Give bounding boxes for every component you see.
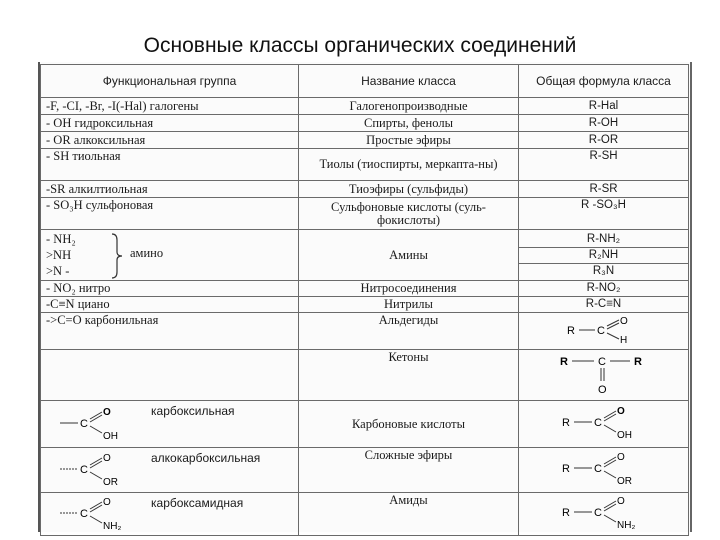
- cell-formula: [519, 401, 689, 448]
- svg-text:R: R: [566, 325, 575, 337]
- svg-text:OH: OH: [103, 430, 118, 442]
- table-row-amines: [41, 230, 689, 281]
- svg-text:R: R: [633, 356, 642, 368]
- acid-formula-structure: [554, 402, 654, 442]
- cell-class: Сложные эфиры: [299, 448, 519, 493]
- cell-formula: [519, 493, 689, 536]
- header-group: Функциональная группа: [41, 65, 299, 98]
- cell-group: - SH тиольная: [41, 149, 299, 181]
- svg-text:C: C: [80, 507, 88, 520]
- table-row: [41, 297, 689, 313]
- cell-group: -F, -CI, -Br, -I(-Hal) галогены: [41, 98, 299, 115]
- cell-class: Амины: [299, 230, 519, 281]
- svg-text:R: R: [561, 417, 570, 429]
- svg-text:C: C: [80, 463, 88, 476]
- page-title: Основные классы органических соединений: [143, 34, 577, 57]
- amide-formula-structure: [554, 494, 654, 530]
- cell-group: -C≡N циано: [41, 297, 299, 313]
- cell-class: Простые эфиры: [299, 132, 519, 149]
- svg-text:H: H: [619, 335, 627, 344]
- svg-text:OR: OR: [103, 476, 118, 488]
- svg-text:R: R: [561, 507, 570, 519]
- aldehyde-structure: [559, 314, 649, 344]
- cell-group: [41, 350, 299, 401]
- svg-text:O: O: [103, 496, 111, 508]
- cell-class: Сульфоновые кислоты (суль-фокислоты): [299, 198, 519, 230]
- cell-group: ->C=O карбонильная: [41, 313, 299, 350]
- svg-text:C: C: [596, 325, 605, 337]
- cell-formula: R-NO₂: [519, 281, 689, 297]
- cell-formula: R-C≡N: [519, 297, 689, 313]
- table-header-row: [41, 65, 689, 98]
- svg-text:O: O: [616, 452, 625, 463]
- table-row: [41, 181, 689, 198]
- cell-class: Тиолы (тиоспирты, меркапта-ны): [299, 149, 519, 181]
- ester-formula-structure: [554, 449, 654, 487]
- carboxyl-name: карбоксильная: [151, 404, 235, 418]
- cell-group: [41, 493, 299, 536]
- cell-formula: R-Hal: [519, 98, 689, 115]
- cell-class: Галогенопроизводные: [299, 98, 519, 115]
- table-row-carboxyl: [41, 401, 689, 448]
- table-row-ketones: [41, 350, 689, 401]
- table-row: [41, 281, 689, 297]
- table-row: [41, 149, 689, 181]
- amine-formula: R-NH₂: [519, 232, 688, 248]
- svg-text:C: C: [593, 507, 602, 519]
- svg-text:C: C: [593, 417, 602, 429]
- cell-group: -SR алкилтиольная: [41, 181, 299, 198]
- svg-text:O: O: [103, 452, 111, 464]
- amine-label: амино: [130, 246, 164, 260]
- cell-class: Карбоновые кислоты: [299, 401, 519, 448]
- cell-class: Нитрилы: [299, 297, 519, 313]
- classes-table: [40, 64, 689, 536]
- cell-formula: R -SO₃H: [519, 198, 689, 230]
- ester-group-structure: [46, 450, 146, 488]
- ester-name: алкокарбоксильная: [151, 451, 261, 465]
- cell-formula: R-OH: [519, 115, 689, 132]
- svg-text:O: O: [103, 406, 111, 418]
- cell-class: Альдегиды: [299, 313, 519, 350]
- amine-group-primary: - NH₂: [46, 232, 76, 246]
- svg-text:R: R: [561, 463, 570, 475]
- table-row: [41, 132, 689, 149]
- ketone-structure: [554, 351, 654, 395]
- svg-text:R: R: [559, 356, 568, 368]
- table-row-amides: [41, 493, 689, 536]
- carboxyl-group-structure: [46, 403, 146, 443]
- svg-text:O: O: [619, 316, 628, 327]
- cell-formula: [519, 350, 689, 401]
- cell-class: Нитросоединения: [299, 281, 519, 297]
- table-row: [41, 198, 689, 230]
- svg-text:NH₂: NH₂: [616, 520, 635, 530]
- header-formula: Общая формула класса: [519, 65, 689, 98]
- svg-text:NH₂: NH₂: [103, 520, 122, 531]
- table-row: [41, 98, 689, 115]
- curly-brace-icon: [110, 233, 124, 279]
- svg-text:C: C: [597, 356, 606, 368]
- table-row: [41, 115, 689, 132]
- amine-group-secondary: >NH: [46, 248, 72, 262]
- table-row-aldehydes: [41, 313, 689, 350]
- cell-formula: R-OR: [519, 132, 689, 149]
- cell-formula: [519, 448, 689, 493]
- svg-text:C: C: [593, 463, 602, 475]
- svg-text:OH: OH: [616, 430, 632, 441]
- cell-group: [41, 448, 299, 493]
- svg-text:OR: OR: [616, 476, 632, 487]
- cell-formula: [519, 230, 689, 281]
- amide-group-structure: [46, 495, 146, 531]
- cell-group: [41, 230, 299, 281]
- cell-group: [41, 401, 299, 448]
- cell-class: Спирты, фенолы: [299, 115, 519, 132]
- cell-group: - OH гидроксильная: [41, 115, 299, 132]
- cell-group: - SO₃H сульфоновая: [41, 198, 299, 230]
- amine-formula: R₂NH: [519, 248, 688, 264]
- cell-class: Амиды: [299, 493, 519, 536]
- header-class-name: Название класса: [299, 65, 519, 98]
- cell-formula: R-SR: [519, 181, 689, 198]
- amide-name: карбоксамидная: [151, 496, 244, 510]
- svg-text:C: C: [80, 417, 88, 430]
- amine-formula: R₃N: [592, 264, 615, 277]
- cell-class: Кетоны: [299, 350, 519, 401]
- cell-formula: R-SH: [519, 149, 689, 181]
- cell-group: - NO₂ нитро: [41, 281, 299, 297]
- svg-text:O: O: [597, 384, 607, 395]
- cell-group: - OR алкоксильная: [41, 132, 299, 149]
- amine-group-tertiary: >N -: [46, 264, 70, 278]
- svg-text:O: O: [616, 406, 625, 417]
- svg-text:O: O: [616, 496, 625, 507]
- table-row-esters: [41, 448, 689, 493]
- cell-formula: [519, 313, 689, 350]
- cell-class: Тиоэфиры (сульфиды): [299, 181, 519, 198]
